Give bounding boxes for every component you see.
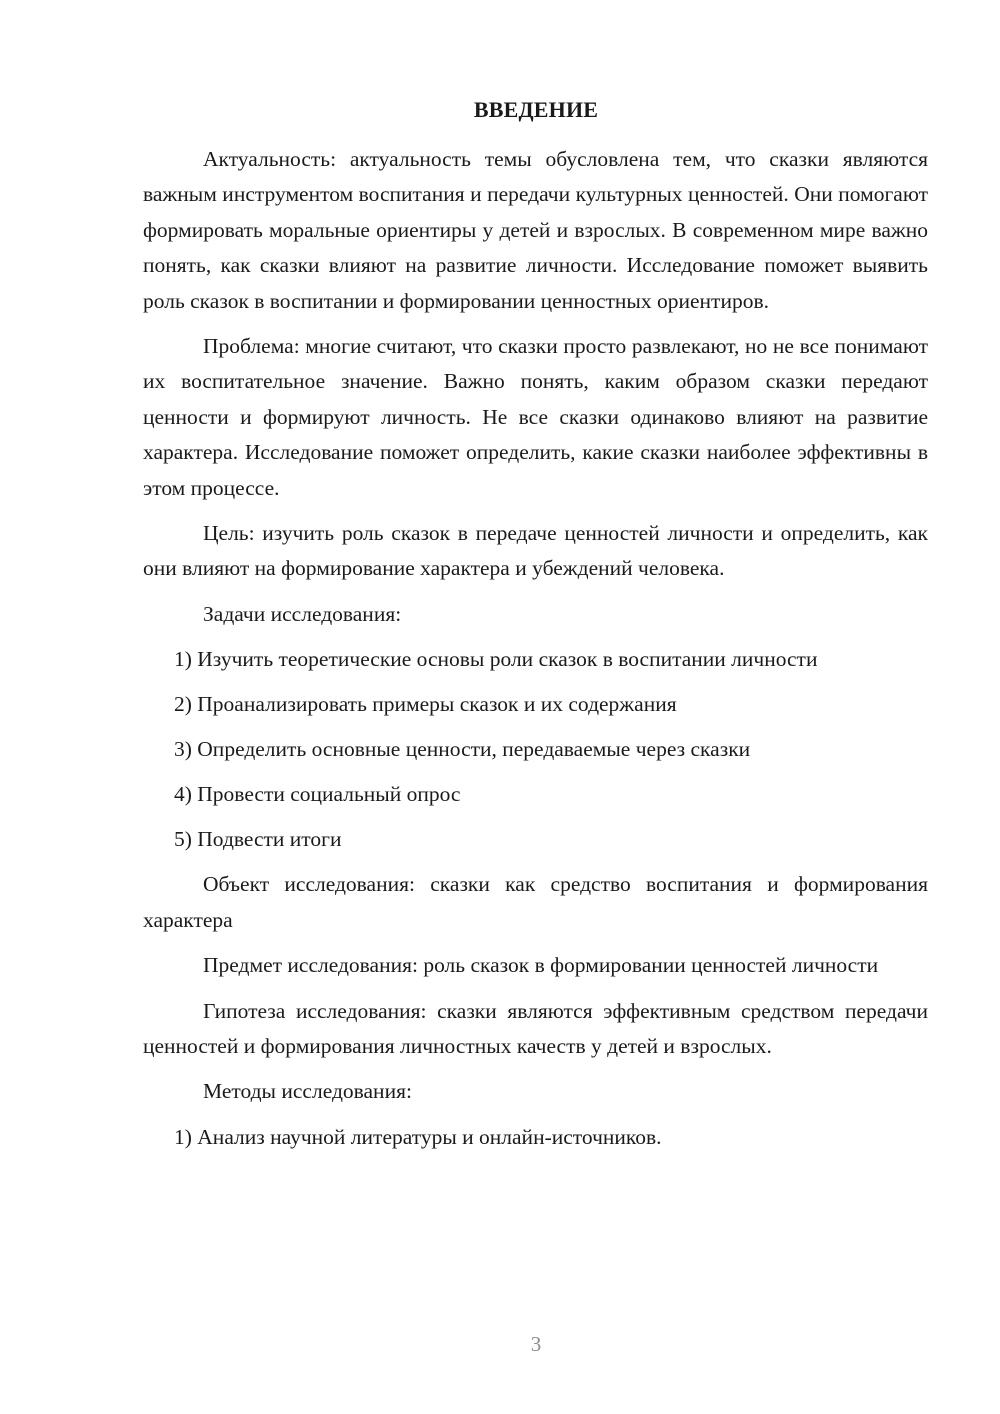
object-paragraph: Объект исследования: сказки как средство воспитания и формирования характера — [143, 872, 928, 932]
method-item: 1) Анализ научной литературы и онлайн-источников. — [174, 1124, 662, 1149]
document-body — [143, 142, 928, 1155]
methods-list — [143, 1120, 928, 1155]
page-number: 3 — [530, 1332, 542, 1356]
tasks-list — [143, 642, 928, 857]
tasks-heading: Задачи исследования: — [203, 601, 402, 626]
page-title: ВВЕДЕНИЕ — [473, 97, 599, 122]
task-item: 5) Подвести итоги — [174, 827, 342, 852]
methods-heading: Методы исследования: — [203, 1079, 412, 1104]
problem-paragraph: Проблема: многие считают, что сказки просто развлекают, но не все понимают их воспитательное значение. Важно понять, каким образом сказки передают ценности и формируют личность. Не все сказки одинаково влияют на развитие характера. Исследование поможет определить, какие сказки наиболее эффективны в этом процессе. — [143, 334, 928, 500]
goal-paragraph: Цель: изучить роль сказок в передаче ценностей личности и определить, как они влияют на формирование характера и убеждений человека. — [143, 521, 928, 581]
task-item: 2) Проанализировать примеры сказок и их содержания — [174, 692, 677, 717]
subject-paragraph: Предмет исследования: роль сказок в формировании ценностей личности — [203, 953, 879, 978]
task-item: 4) Провести социальный опрос — [174, 782, 461, 807]
task-item: 3) Определить основные ценности, передаваемые через сказки — [174, 737, 751, 762]
task-item: 1) Изучить теоретические основы роли сказок в воспитании личности — [174, 647, 818, 672]
hypothesis-paragraph: Гипотеза исследования: сказки являются эффективным средством передачи ценностей и формирования личностных качеств у детей и взрослых. — [143, 998, 928, 1058]
relevance-paragraph: Актуальность: актуальность темы обусловлена тем, что сказки являются важным инструментом воспитания и передачи культурных ценностей. Они помогают формировать моральные ориентиры у детей и взрослых. В современном мире важно понять, как сказки влияют на развитие личности. Исследование поможет выявить роль сказок в воспитании и формировании ценностных ориентиров. — [143, 147, 928, 313]
